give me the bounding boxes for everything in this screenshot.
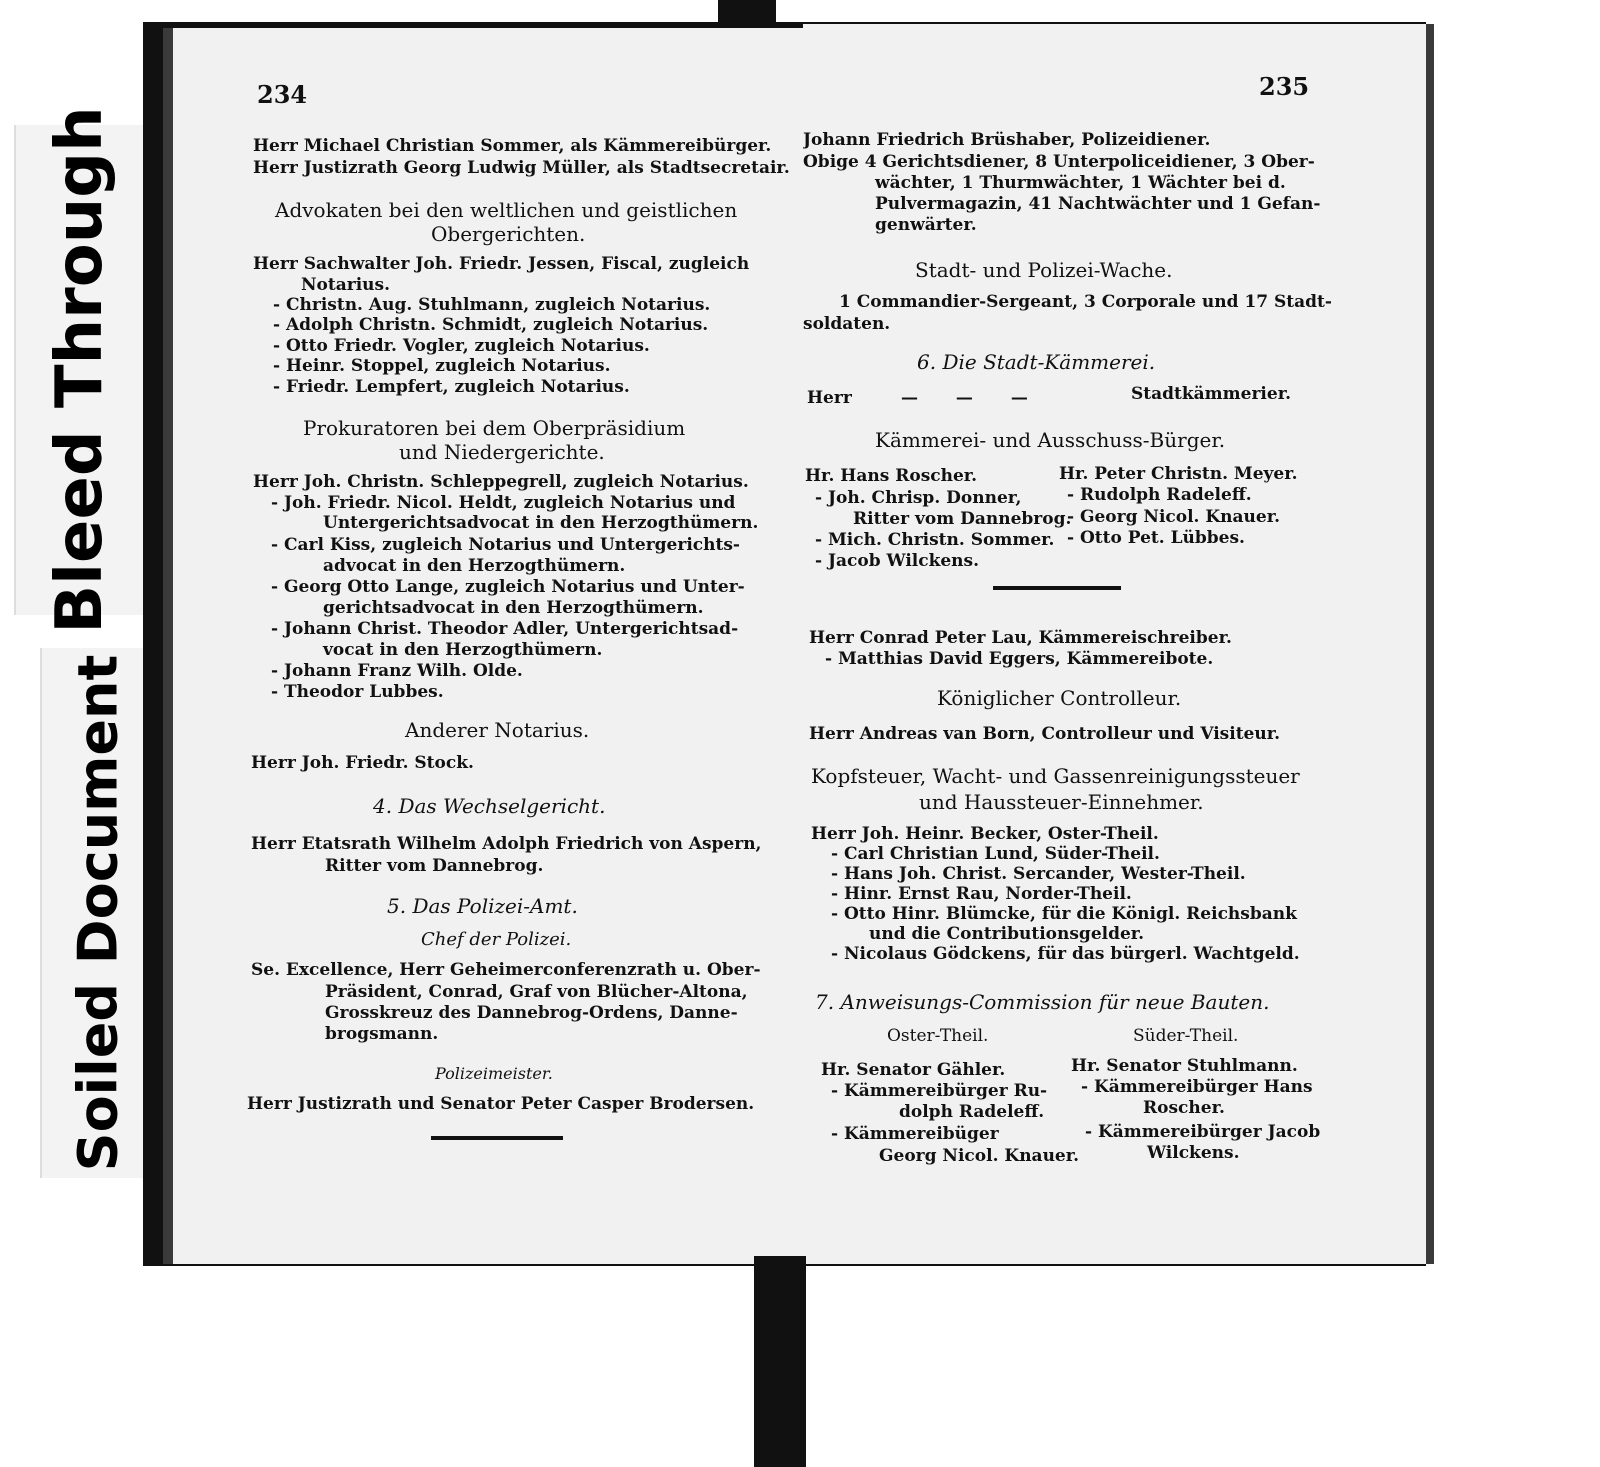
- text-line: Herr Joh. Heinr. Becker, Oster-Theil.: [811, 824, 1159, 844]
- text-line: - Joh. Chrisp. Donner,: [815, 488, 1022, 508]
- text-line: - Hinr. Ernst Rau, Norder-Theil.: [831, 884, 1132, 904]
- right-page: [803, 24, 1434, 1264]
- text-line: Johann Friedrich Brüshaber, Polizeidiener.: [803, 130, 1211, 150]
- text-line: - Theodor Lubbes.: [271, 682, 444, 702]
- section-heading: Kämmerei- und Ausschuss-Bürger.: [875, 428, 1226, 452]
- text-line: Herr Andreas van Born, Controlleur und Visiteur.: [809, 724, 1281, 744]
- bleed-through-text: Bleed Through: [43, 106, 117, 634]
- text-line: dolph Radeleff.: [899, 1102, 1045, 1122]
- text-line: Grosskreuz des Dannebrog-Ordens, Danne-: [325, 1003, 738, 1023]
- text-line: Herr Justizrath und Senator Peter Casper Brodersen.: [247, 1094, 755, 1114]
- text-line: - Otto Hinr. Blümcke, für die Königl. Reichsbank: [831, 904, 1297, 924]
- text-line: - Kämmereibürger Jacob: [1085, 1122, 1321, 1142]
- text-line: - Christn. Aug. Stuhlmann, zugleich Notarius.: [273, 295, 711, 315]
- page-number: 234: [257, 80, 308, 109]
- divider-rule: [993, 586, 1121, 590]
- section-heading: Prokuratoren bei dem Oberpräsidium: [303, 416, 686, 440]
- text-line: gerichtsadvocat in den Herzogthümern.: [323, 598, 704, 618]
- text-line: - Joh. Friedr. Nicol. Heldt, zugleich Notarius und: [271, 493, 736, 513]
- text-line: 1 Commandier-Sergeant, 3 Corporale und 17 Stadt-: [839, 292, 1332, 312]
- divider-rule: [431, 1136, 563, 1140]
- text-line: - Otto Friedr. Vogler, zugleich Notarius.: [273, 336, 650, 356]
- text-line: Hr. Hans Roscher.: [805, 466, 978, 486]
- text-line: Herr Sachwalter Joh. Friedr. Jessen, Fiscal, zugleich: [253, 254, 750, 274]
- text-line: - Heinr. Stoppel, zugleich Notarius.: [273, 356, 611, 376]
- section-heading: 4. Das Wechselgericht.: [373, 794, 606, 818]
- text-line: Hr. Peter Christn. Meyer.: [1059, 464, 1298, 484]
- text-line: wächter, 1 Thurmwächter, 1 Wächter bei d.: [875, 173, 1286, 193]
- text-line: - Georg Nicol. Knauer.: [1067, 507, 1281, 527]
- section-heading: und Niedergerichte.: [399, 440, 605, 464]
- text-line: vocat in den Herzogthümern.: [323, 640, 603, 660]
- text-line: — — —: [901, 388, 1044, 408]
- section-heading: Königlicher Controlleur.: [937, 686, 1182, 710]
- text-line: Herr Conrad Peter Lau, Kämmereischreiber.: [809, 628, 1232, 648]
- text-line: - Johann Christ. Theodor Adler, Untergerichtsad-: [271, 619, 739, 639]
- spine-bottom: [754, 1256, 806, 1467]
- section-heading: Obergerichten.: [431, 222, 586, 246]
- text-line: Stadtkämmerier.: [1131, 384, 1292, 404]
- column-heading: Süder-Theil.: [1133, 1026, 1239, 1046]
- text-line: Notarius.: [301, 275, 391, 295]
- section-heading: Stadt- und Polizei-Wache.: [915, 258, 1173, 282]
- text-line: Herr Etatsrath Wilhelm Adolph Friedrich von Aspern,: [251, 834, 762, 854]
- text-line: Herr Justizrath Georg Ludwig Müller, als Stadtsecretair.: [253, 158, 790, 178]
- section-heading: Advokaten bei den weltlichen und geistlichen: [275, 198, 738, 222]
- text-line: Georg Nicol. Knauer.: [879, 1146, 1080, 1166]
- text-line: - Jacob Wilckens.: [815, 551, 980, 571]
- section-heading: Kopfsteuer, Wacht- und Gassenreinigungssteuer: [811, 764, 1300, 788]
- text-line: - Carl Kiss, zugleich Notarius und Untergerichts-: [271, 535, 740, 555]
- text-line: - Nicolaus Gödckens, für das bürgerl. Wachtgeld.: [831, 944, 1300, 964]
- text-line: - Carl Christian Lund, Süder-Theil.: [831, 844, 1160, 864]
- page-number: 235: [1259, 72, 1310, 101]
- text-line: Herr Joh. Friedr. Stock.: [251, 753, 474, 773]
- text-line: advocat in den Herzogthümern.: [323, 556, 626, 576]
- text-line: - Rudolph Radeleff.: [1067, 485, 1252, 505]
- text-line: - Georg Otto Lange, zugleich Notarius und Unter-: [271, 577, 745, 597]
- text-line: Obige 4 Gerichtsdiener, 8 Unterpoliceidiener, 3 Ober-: [803, 152, 1315, 172]
- section-heading: Anderer Notarius.: [405, 718, 590, 742]
- text-line: - Mich. Christn. Sommer.: [815, 530, 1055, 550]
- bleed-through-label: [14, 106, 144, 634]
- text-line: Herr: [807, 388, 852, 408]
- text-line: Herr Joh. Christn. Schleppegrell, zugleich Notarius.: [253, 472, 749, 492]
- text-line: Hr. Senator Stuhlmann.: [1071, 1056, 1298, 1076]
- text-line: - Kämmereibüger: [831, 1124, 999, 1144]
- text-line: Roscher.: [1143, 1098, 1225, 1118]
- text-line: Herr Michael Christian Sommer, als Kämmereibürger.: [253, 136, 772, 156]
- text-line: - Kämmereibürger Hans: [1081, 1077, 1313, 1097]
- text-line: - Friedr. Lempfert, zugleich Notarius.: [273, 377, 630, 397]
- text-line: - Matthias David Eggers, Kämmereibote.: [825, 649, 1214, 669]
- text-line: - Adolph Christn. Schmidt, zugleich Notarius.: [273, 315, 709, 335]
- soiled-document-text: Soiled Document: [66, 654, 130, 1172]
- section-heading: und Haussteuer-Einnehmer.: [919, 790, 1204, 814]
- text-line: Wilckens.: [1147, 1143, 1240, 1163]
- subheading: Chef der Polizei.: [421, 929, 572, 950]
- open-book: [143, 22, 1426, 1266]
- section-heading: 7. Anweisungs-Commission für neue Bauten.: [815, 990, 1270, 1014]
- text-line: genwärter.: [875, 215, 977, 235]
- text-line: und die Contributionsgelder.: [869, 924, 1145, 944]
- text-line: - Otto Pet. Lübbes.: [1067, 528, 1245, 548]
- section-heading: 5. Das Polizei-Amt.: [387, 894, 578, 918]
- column-heading: Oster-Theil.: [887, 1026, 989, 1046]
- text-line: Hr. Senator Gähler.: [821, 1060, 1006, 1080]
- text-line: Se. Excellence, Herr Geheimerconferenzrath u. Ober-: [251, 960, 761, 980]
- section-heading: 6. Die Stadt-Kämmerei.: [917, 350, 1156, 374]
- text-line: soldaten.: [803, 314, 891, 334]
- text-line: Ritter vom Dannebrog.: [325, 856, 544, 876]
- text-line: - Kämmereibürger Ru-: [831, 1081, 1048, 1101]
- text-line: brogsmann.: [325, 1024, 439, 1044]
- text-line: - Hans Joh. Christ. Sercander, Wester-Theil.: [831, 864, 1246, 884]
- soiled-document-label: [40, 648, 154, 1178]
- left-page: [163, 28, 803, 1264]
- text-line: Präsident, Conrad, Graf von Blücher-Altona,: [325, 982, 748, 1002]
- text-line: Untergerichtsadvocat in den Herzogthümern.: [323, 513, 759, 533]
- subheading: Polizeimeister.: [435, 1064, 553, 1083]
- text-line: Pulvermagazin, 41 Nachtwächter und 1 Gefan-: [875, 194, 1321, 214]
- text-line: Ritter vom Dannebrog.: [853, 509, 1072, 529]
- text-line: - Johann Franz Wilh. Olde.: [271, 661, 523, 681]
